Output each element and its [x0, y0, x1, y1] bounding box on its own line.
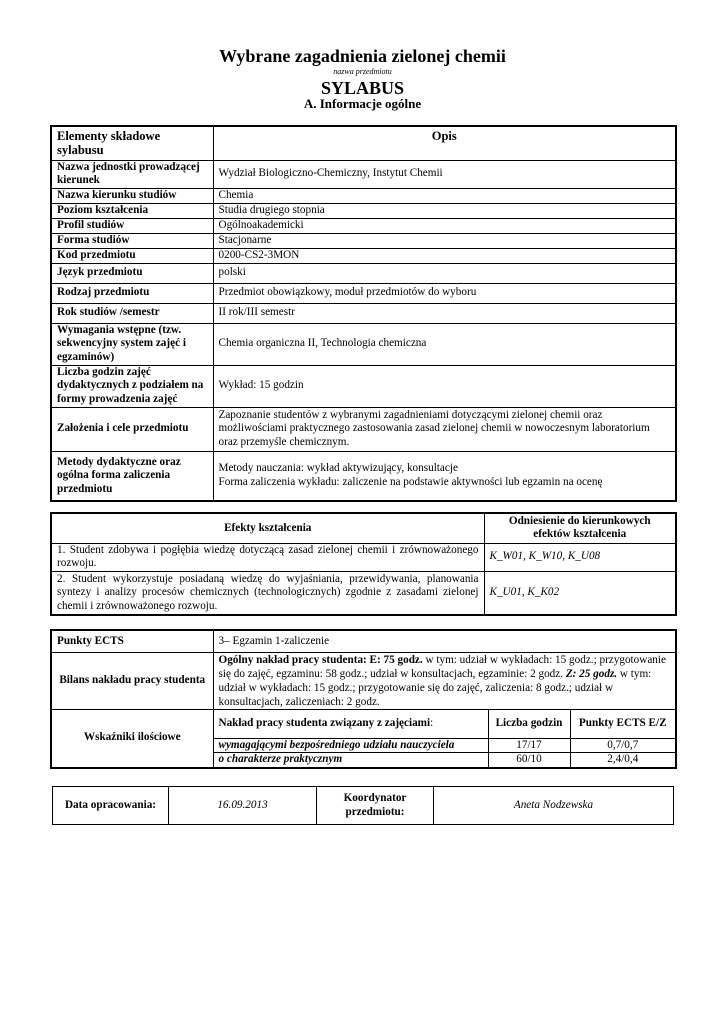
total-workload-e: Ogólny nakład pracy studenta: E: 75 godz. [218, 653, 423, 666]
ects-ez-column-header: Punkty ECTS E/Z [570, 709, 676, 738]
learning-outcomes-table [50, 512, 677, 616]
ects-points-row [51, 630, 676, 652]
indicator-hours: 60/10 [488, 753, 570, 768]
course-title: Wybrane zagadnienia zielonej chemii [219, 46, 506, 66]
footer-row [53, 787, 674, 825]
row-label: Rodzaj przedmiotu [51, 283, 213, 303]
row-value: Studia drugiego stopnia [213, 203, 676, 218]
row-value: Wykład: 15 godzin [213, 365, 676, 407]
footer-table [52, 786, 674, 825]
col-effects-header: Efekty kształcenia [51, 513, 484, 543]
indicator-points: 2,4/0,4 [570, 753, 676, 768]
indicators-label: Wskaźniki ilościowe [51, 709, 213, 768]
table-row [51, 451, 676, 501]
date-label: Data opracowania: [53, 787, 169, 825]
table-row [51, 203, 676, 218]
table-row [51, 160, 676, 188]
row-label: Wymagania wstępne (tzw. sekwencyjny system zajęć i egzaminów) [51, 323, 213, 365]
table-row [51, 248, 676, 263]
table-row [51, 263, 676, 283]
outcome-text: 2. Student wykorzystuje posiadaną wiedzę do wyjaśniania, przewidywania, planowania syntezy i analizy procesów chemicznych (technologicznych) zgodnie z zasadami zielonej chemii i zrównoważonego rozwoju. [51, 571, 484, 615]
row-label: Nazwa jednostki prowadzącej kierunek [51, 160, 213, 188]
table-row [51, 233, 676, 248]
outcomes-header [51, 513, 676, 543]
row-value: polski [213, 263, 676, 283]
workload-balance-label: Bilans nakładu pracy studenta [51, 652, 213, 709]
ects-points-value: 3– Egzamin 1-zaliczenie [213, 630, 676, 652]
course-title-caption: nazwa przedmiotu [333, 67, 392, 76]
general-info-header [51, 126, 676, 160]
row-value [213, 451, 676, 501]
indicator-label: o charakterze praktycznym [213, 753, 488, 768]
row-value: Chemia organiczna II, Technologia chemiczna [213, 323, 676, 365]
indicator-label: wymagającymi bezpośredniego udziału nauczyciela [213, 738, 488, 753]
row-value: Zapoznanie studentów z wybranymi zagadnieniami dotyczącymi zielonej chemii oraz możliwościami praktycznego zastosowania zasad zielonej chemii w nowoczesnym laboratorium oraz przemyśle chemicznym. [213, 407, 676, 451]
coordinator-label: Koordynator przedmiotu: [317, 787, 434, 825]
table-row [51, 365, 676, 407]
row-value: Przedmiot obowiązkowy, moduł przedmiotów do wyboru [213, 283, 676, 303]
outcome-reference: K_U01, K_K02 [484, 571, 676, 615]
workload-e-details: w tym: udział w wykładach: 15 godz.; przygotowanie się do zajęć, egzaminu: 58 godz.; udział w konsultacjach, egzaminie: 2 godz. [218, 653, 666, 680]
ects-table [50, 629, 677, 769]
row-label: Nazwa kierunku studiów [51, 188, 213, 203]
row-label: Liczba godzin zajęć dydaktycznych z podziałem na formy prowadzenia zajęć [51, 365, 213, 407]
date-value: 16.09.2013 [169, 787, 317, 825]
indicator-points: 0,7/0,7 [570, 738, 676, 753]
workload-balance-row [51, 652, 676, 709]
row-label: Język przedmiotu [51, 263, 213, 283]
row-label: Forma studiów [51, 233, 213, 248]
table-row [51, 283, 676, 303]
table-row [51, 303, 676, 323]
col-reference-header: Odniesienie do kierunkowych efektów kształcenia [484, 513, 676, 543]
section-heading: A. Informacje ogólne [303, 96, 422, 111]
row-value: Wydział Biologiczno-Chemiczny, Instytut Chemii [213, 160, 676, 188]
row-value: II rok/III semestr [213, 303, 676, 323]
total-workload-z: Z: 25 godz. [563, 667, 618, 680]
table-row [51, 323, 676, 365]
general-info-table [50, 125, 677, 502]
col-description-header: Opis [213, 126, 676, 160]
coordinator-value: Aneta Nodzewska [434, 787, 674, 825]
row-value: Chemia [213, 188, 676, 203]
row-value: Ogólnoakademicki [213, 218, 676, 233]
col-elements-header: Elementy składowe sylabusu [51, 126, 213, 160]
hours-column-header: Liczba godzin [488, 709, 570, 738]
row-label: Rok studiów /semestr [51, 303, 213, 323]
row-label: Kod przedmiotu [51, 248, 213, 263]
indicators-header-row [51, 709, 676, 738]
table-row [51, 407, 676, 451]
row-label: Poziom kształcenia [51, 203, 213, 218]
table-row [51, 218, 676, 233]
row-value: 0200-CS2-3MON [213, 248, 676, 263]
table-row [51, 188, 676, 203]
row-value: Stacjonarne [213, 233, 676, 248]
row-label: Założenia i cele przedmiotu [51, 407, 213, 451]
row-label: Metody dydaktyczne oraz ogólna forma zaliczenia przedmiotu [51, 451, 213, 501]
ects-points-label: Punkty ECTS [51, 630, 213, 652]
row-label: Profil studiów [51, 218, 213, 233]
teaching-methods-text: Metody nauczania: wykład aktywizujący, konsultacje [218, 462, 458, 475]
indicator-hours: 17/17 [488, 738, 570, 753]
workload-z-details: w tym: udział w wykładach: 15 godz.; przygotowanie się do zajęć, zaliczenia: 8 godz.; udział w konsultacjach, zaliczeniach: 2 godz. [218, 667, 652, 708]
table-row [51, 543, 676, 571]
outcome-text: 1. Student zdobywa i pogłębia wiedzę dotyczącą zasad zielonej chemii i zrównoważonego rozwoju. [51, 543, 484, 571]
table-row [51, 571, 676, 615]
syllabus-heading: SYLABUS [320, 78, 405, 98]
assessment-form-text: Forma zaliczenia wykładu: zaliczenie na podstawie aktywności lub egzamin na ocenę [218, 475, 603, 488]
outcome-reference: K_W01, K_W10, K_U08 [484, 543, 676, 571]
workload-column-header: Nakład pracy studenta związany z zajęciami: [213, 709, 488, 738]
workload-balance-value [213, 652, 676, 709]
